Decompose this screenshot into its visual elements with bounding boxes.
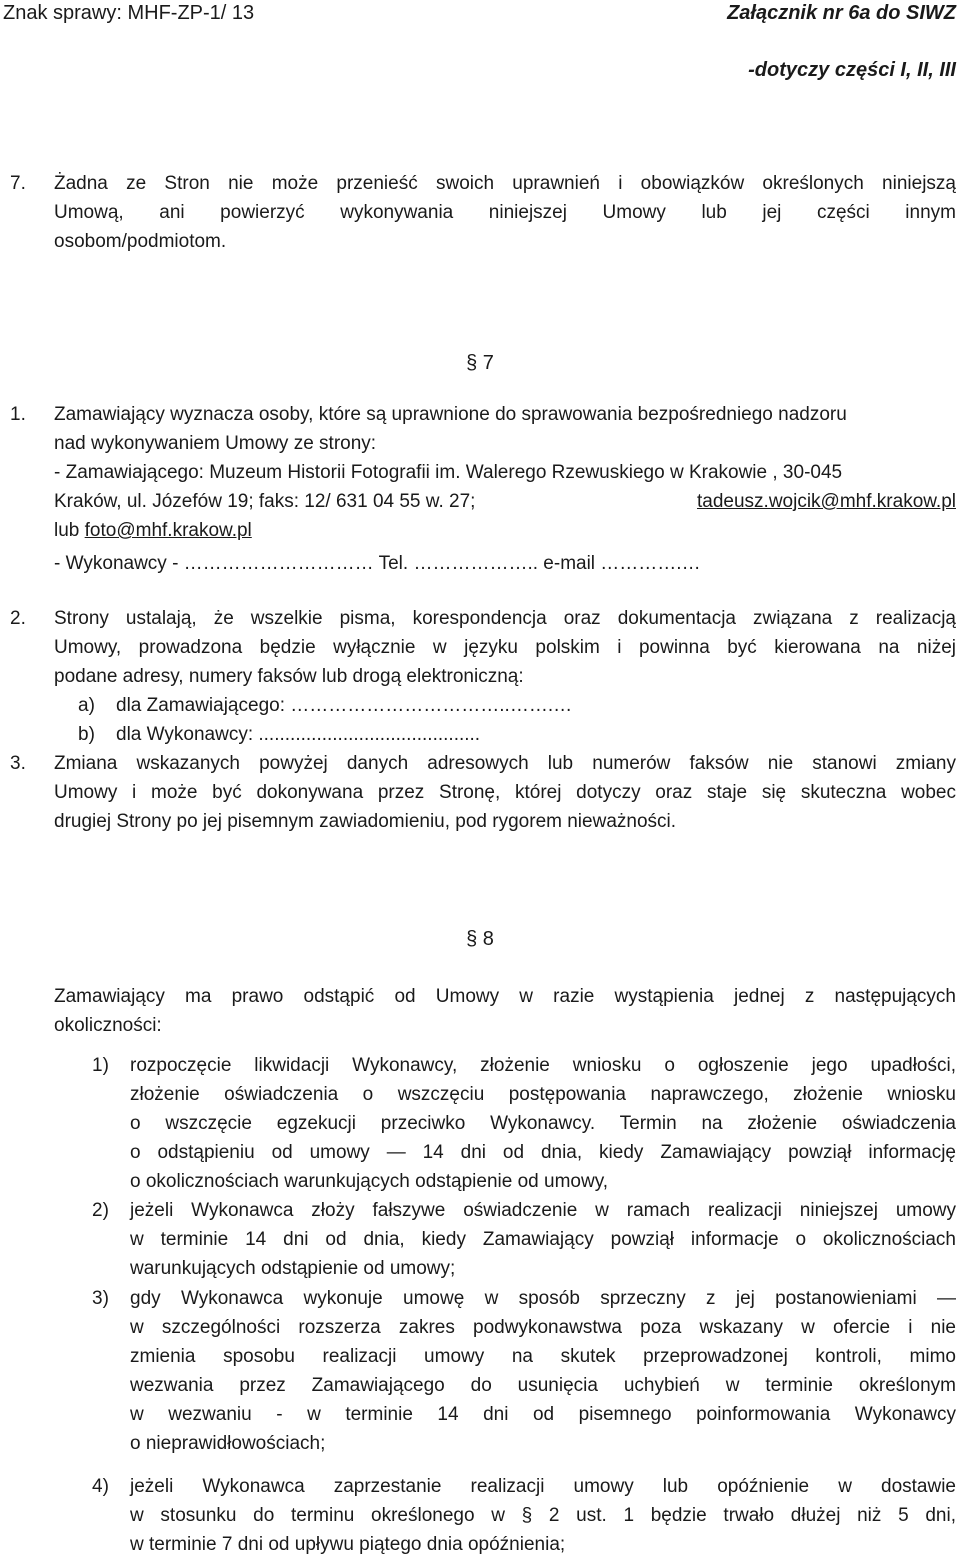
text-line [54, 516, 956, 545]
item-3-number: 3. [10, 753, 26, 774]
sub-item-a [54, 691, 956, 720]
case-reference: Znak sprawy: MHF-ZP-1/ 13 [3, 2, 255, 24]
text-line: okoliczności: [54, 1015, 162, 1036]
text-line: o wszczęcie egzekucji przeciwko Wykonawcy. Termin na złożenie oświadczenia [130, 1113, 956, 1134]
text-line: Umowy, prowadzona będzie wyłącznie w języku polskim i powinna być kierowana na niżej [54, 637, 956, 658]
text-line: o nieprawidłowościach; [130, 1433, 326, 1454]
attachment-header [727, 0, 956, 83]
text-line: gdy Wykonawca wykonuje umowę w sposób sprzeczny z jej postanowieniami — [130, 1288, 956, 1309]
text-line: Umowy i może być dokonywana przez Stronę, której dotyczy oraz staje się skuteczna wobec [54, 782, 956, 803]
text-line: warunkujących odstąpienie od umowy; [130, 1258, 456, 1279]
text-line: jeżeli Wykonawca zaprzestanie realizacji umowy lub opóźnienie w dostawie [130, 1476, 956, 1497]
text-line: Zamawiający wyznacza osoby, które są uprawnione do sprawowania bezpośredniego nadzoru [54, 404, 847, 425]
text-line: o odstąpieniu od umowy — 14 dni od dnia, kiedy Zamawiający powziął informację [130, 1142, 956, 1163]
section-8-intro [54, 982, 956, 1040]
text-line: - Zamawiającego: Muzeum Historii Fotografii im. Walerego Rzewuskiego w Krakowie , 30-045 [54, 462, 843, 483]
email-link-primary[interactable]: tadeusz.wojcik@mhf.krakow.pl [697, 491, 956, 512]
condition-1-number: 1) [92, 1055, 109, 1076]
sub-item-b [54, 720, 956, 749]
text-line: w wezwaniu - w terminie 14 dni od pisemnego poinformowania Wykonawcy [130, 1404, 956, 1425]
text-line: wezwania przez Zamawiającego do usunięcia uchybień w terminie określonym [130, 1375, 956, 1396]
item-1-text [54, 400, 956, 578]
lub-text: lub [54, 520, 80, 541]
condition-4-number: 4) [92, 1476, 109, 1497]
point-7-number: 7. [10, 173, 26, 194]
text-line: jeżeli Wykonawca złoży fałszywe oświadczenie w ramach realizacji niniejszej umowy [130, 1200, 956, 1221]
section-8-title: § 8 [466, 928, 494, 950]
text-line: w szczególności rozszerza zakres podwykonawstwa poza wskazany w ofercie i nie [130, 1317, 956, 1338]
section-7-title: § 7 [466, 352, 494, 374]
condition-3-number: 3) [92, 1288, 109, 1309]
email-link-secondary[interactable]: foto@mhf.krakow.pl [84, 520, 252, 541]
item-3-text [54, 749, 956, 836]
text-line: o okolicznościach warunkujących odstąpienie od umowy, [130, 1171, 609, 1192]
sub-item-b-text: dla Wykonawcy: .......................................... [116, 724, 481, 745]
condition-2-number: 2) [92, 1200, 109, 1221]
address-line: Kraków, ul. Józefów 19; faks: 12/ 631 04 55 w. 27; [54, 491, 476, 512]
point-7-text [54, 169, 956, 256]
text-line: w stosunku do terminu określonego w § 2 ust. 1 będzie trwało dłużej niż 5 dni, [130, 1505, 956, 1526]
sub-item-b-label: b) [78, 724, 95, 745]
text-line: Umową, ani powierzyć wykonywania niniejszej Umowy lub jej części innym [54, 202, 956, 223]
text-line: w terminie 7 dni od upływu piątego dnia opóźnienia; [130, 1534, 566, 1555]
text-line: osobom/podmiotom. [54, 231, 227, 252]
text-line: Zamawiający ma prawo odstąpić od Umowy w razie wystąpienia jednej z następujących [54, 986, 956, 1007]
condition-1-text [130, 1051, 956, 1196]
text-line: Żadna ze Stron nie może przenieść swoich uprawnień i obowiązków określonych niniejszą [54, 173, 956, 194]
text-line: podane adresy, numery faksów lub drogą elektroniczną: [54, 666, 524, 687]
text-line: rozpoczęcie likwidacji Wykonawcy, złożenie wniosku o ogłoszenie jego upadłości, [130, 1055, 956, 1076]
text-line: zmienia sposobu realizacji umowy na skutek przeprowadzonej kontroli, mimo [130, 1346, 956, 1367]
sub-item-a-label: a) [78, 695, 95, 716]
item-1-number: 1. [10, 404, 26, 425]
text-line [54, 487, 956, 516]
condition-2-text [130, 1196, 956, 1283]
sub-item-a-text: dla Zamawiającego: ……………………………..…….… [116, 695, 573, 716]
condition-3-text [130, 1284, 956, 1458]
text-line: drugiej Strony po jej pisemnym zawiadomieniu, pod rygorem nieważności. [54, 811, 677, 832]
text-line: nad wykonywaniem Umowy ze strony: [54, 433, 377, 454]
contractor-line: - Wykonawcy - ………………………… Tel. ……………….. e-mail ………….… [54, 553, 701, 574]
item-2-number: 2. [10, 608, 26, 629]
text-line: złożenie oświadczenia o wszczęciu postępowania naprawczego, złożenie wniosku [130, 1084, 956, 1105]
text-line: Strony ustalają, że wszelkie pisma, korespondencja oraz dokumentacja związana z realizacją [54, 608, 956, 629]
item-2-text [54, 604, 956, 749]
attachment-title: Załącznik nr 6a do SIWZ [727, 2, 956, 24]
text-line: Zmiana wskazanych powyżej danych adresowych lub numerów faksów nie stanowi zmiany [54, 753, 956, 774]
condition-4-text [130, 1472, 956, 1559]
attachment-parts: -dotyczy części I, II, III [748, 59, 956, 81]
text-line: w terminie 14 dni od dnia, kiedy Zamawiający powziął informacje o okolicznościach [130, 1229, 956, 1250]
